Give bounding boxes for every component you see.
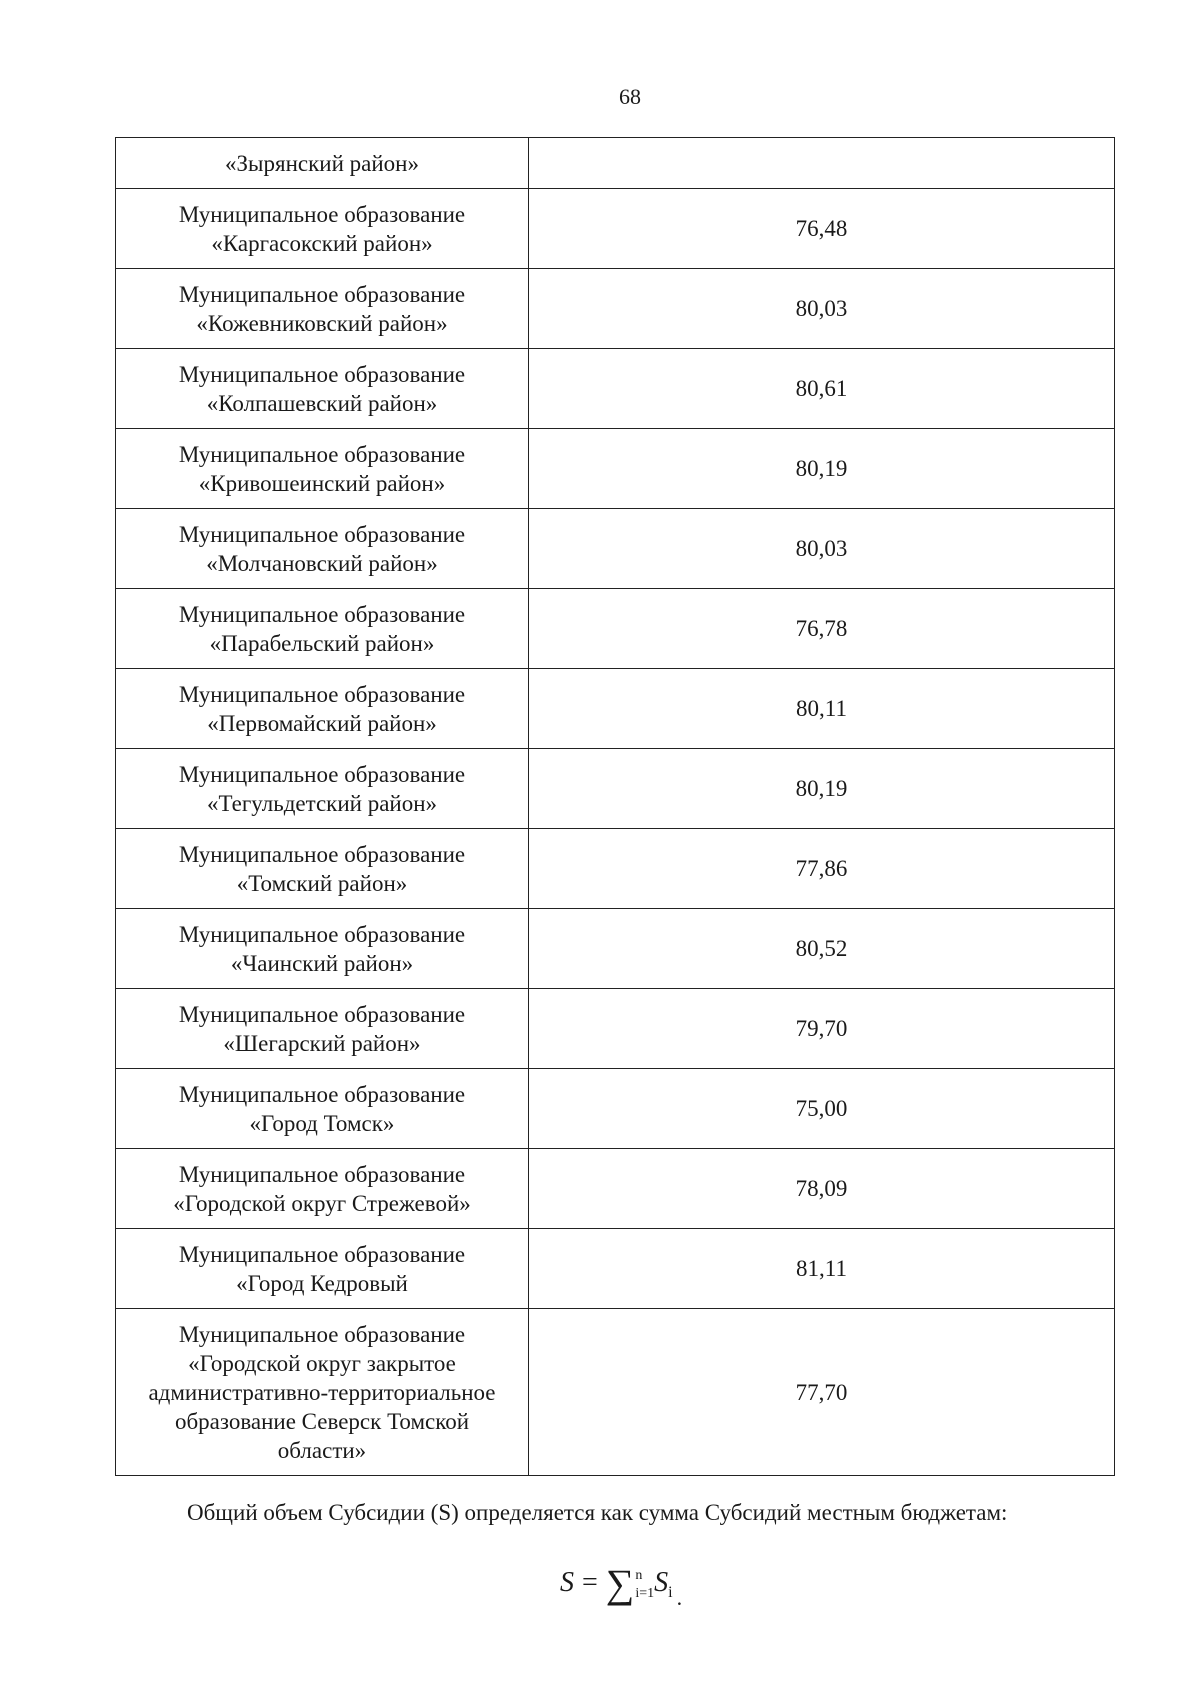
- coefficient-value-cell: 76,48: [529, 189, 1115, 269]
- table-row: [116, 189, 1115, 269]
- municipality-name-cell: [116, 138, 529, 189]
- coefficient-value-cell: 80,19: [529, 429, 1115, 509]
- coefficient-value-cell: 75,00: [529, 1069, 1115, 1149]
- formula-equals-sign: =: [582, 1567, 598, 1598]
- municipality-name-line: «Зырянский район»: [225, 150, 419, 176]
- municipality-name-cell: [116, 669, 529, 749]
- municipality-name-cell: [116, 429, 529, 509]
- coefficient-value-cell: 80,61: [529, 349, 1115, 429]
- municipality-name-line: «Тегульдетский район»: [206, 790, 438, 816]
- municipality-name-cell: [116, 989, 529, 1069]
- municipality-name-line: административно-территориальное: [148, 1379, 496, 1405]
- municipality-name-cell: [116, 269, 529, 349]
- municipality-name-line: Муниципальное образование: [178, 521, 466, 547]
- municipality-name-line: «Город Кедровый: [236, 1270, 408, 1296]
- sum-lower-limit: i=1: [635, 1585, 655, 1601]
- table-body: [116, 138, 1115, 1476]
- sum-upper-limit: n: [635, 1567, 643, 1583]
- coefficient-value-cell: 81,11: [529, 1229, 1115, 1309]
- municipality-name-line: «Чаинский район»: [230, 950, 414, 976]
- municipality-name-line: области»: [277, 1437, 367, 1463]
- municipality-name-line: «Каргасокский район»: [211, 230, 433, 256]
- municipality-name-cell: [116, 189, 529, 269]
- municipality-name-line: Муниципальное образование: [178, 601, 466, 627]
- municipality-name-line: Муниципальное образование: [178, 361, 466, 387]
- municipality-name-line: Муниципальное образование: [178, 1241, 466, 1267]
- coefficient-value-cell: 77,86: [529, 829, 1115, 909]
- municipality-name-line: Муниципальное образование: [178, 681, 466, 707]
- municipality-name-line: образование Северск Томской: [174, 1408, 470, 1434]
- municipality-name-line: Муниципальное образование: [178, 1161, 466, 1187]
- coefficient-value-cell: 80,19: [529, 749, 1115, 829]
- municipality-name-line: Муниципальное образование: [178, 841, 466, 867]
- municipality-name-line: Муниципальное образование: [178, 921, 466, 947]
- table-row: [116, 429, 1115, 509]
- municipality-name-line: «Парабельский район»: [209, 630, 435, 656]
- municipality-name-cell: [116, 1229, 529, 1309]
- table-row: [116, 349, 1115, 429]
- formula-trailing-dot: .: [676, 1585, 683, 1610]
- municipality-name-line: Муниципальное образование: [178, 201, 466, 227]
- formula-lhs: S: [560, 1567, 574, 1598]
- municipality-name-cell: [116, 909, 529, 989]
- table-row: [116, 1149, 1115, 1229]
- table-row: [116, 829, 1115, 909]
- coefficient-value-cell: 76,78: [529, 589, 1115, 669]
- municipality-name-cell: [116, 1069, 529, 1149]
- municipality-name-cell: [116, 349, 529, 429]
- formula-term-subscript: i: [668, 1584, 673, 1601]
- coefficient-value-cell: 79,70: [529, 989, 1115, 1069]
- municipality-name-line: «Кривошеинский район»: [198, 470, 446, 496]
- table-row: [116, 1309, 1115, 1476]
- subsidy-coefficient-table: [115, 137, 1115, 1476]
- municipality-name-cell: [116, 1309, 529, 1476]
- municipality-name-line: «Молчановский район»: [206, 550, 438, 576]
- subsidy-sum-formula: [560, 1560, 682, 1620]
- coefficient-value-cell: 80,11: [529, 669, 1115, 749]
- subsidy-total-description: Общий объем Субсидии (S) определяется как сумма Субсидий местным бюджетам:: [187, 1500, 1008, 1525]
- municipality-name-cell: [116, 509, 529, 589]
- coefficient-value-cell: 80,03: [529, 509, 1115, 589]
- table-row: [116, 749, 1115, 829]
- table-row: [116, 589, 1115, 669]
- sum-sigma-symbol: ∑: [605, 1561, 635, 1606]
- table-row: [116, 509, 1115, 589]
- formula-term: S: [654, 1567, 669, 1598]
- sum-limits: [635, 1567, 654, 1603]
- municipality-name-line: «Колпашевский район»: [206, 390, 438, 416]
- municipality-name-line: «Городской округ Стрежевой»: [173, 1190, 471, 1216]
- municipality-name-cell: [116, 829, 529, 909]
- municipality-name-line: «Городской округ закрытое: [188, 1350, 456, 1376]
- table-row: [116, 909, 1115, 989]
- coefficient-value-cell: 80,52: [529, 909, 1115, 989]
- coefficient-value-cell: 77,70: [529, 1309, 1115, 1476]
- table-row: [116, 669, 1115, 749]
- municipality-name-line: Муниципальное образование: [178, 761, 466, 787]
- municipality-name-line: Муниципальное образование: [178, 1321, 466, 1347]
- coefficient-value-cell: 78,09: [529, 1149, 1115, 1229]
- coefficient-value-cell: [529, 138, 1115, 189]
- municipality-name-line: «Шегарский район»: [223, 1030, 421, 1056]
- table-row: [116, 1069, 1115, 1149]
- municipality-name-line: «Город Томск»: [249, 1110, 395, 1136]
- municipality-name-cell: [116, 589, 529, 669]
- municipality-name-line: Муниципальное образование: [178, 441, 466, 467]
- table-row: [116, 269, 1115, 349]
- table-row: [116, 989, 1115, 1069]
- municipality-name-line: Муниципальное образование: [178, 1081, 466, 1107]
- municipality-name-line: Муниципальное образование: [178, 1001, 466, 1027]
- municipality-name-line: «Первомайский район»: [207, 710, 437, 736]
- municipality-name-cell: [116, 749, 529, 829]
- municipality-name-line: Муниципальное образование: [178, 281, 466, 307]
- municipality-name-line: «Кожевниковский район»: [196, 310, 448, 336]
- coefficient-value-cell: 80,03: [529, 269, 1115, 349]
- table-row: [116, 138, 1115, 189]
- page-number: 68: [619, 84, 641, 109]
- municipality-name-cell: [116, 1149, 529, 1229]
- municipality-name-line: «Томский район»: [236, 870, 408, 896]
- table-row: [116, 1229, 1115, 1309]
